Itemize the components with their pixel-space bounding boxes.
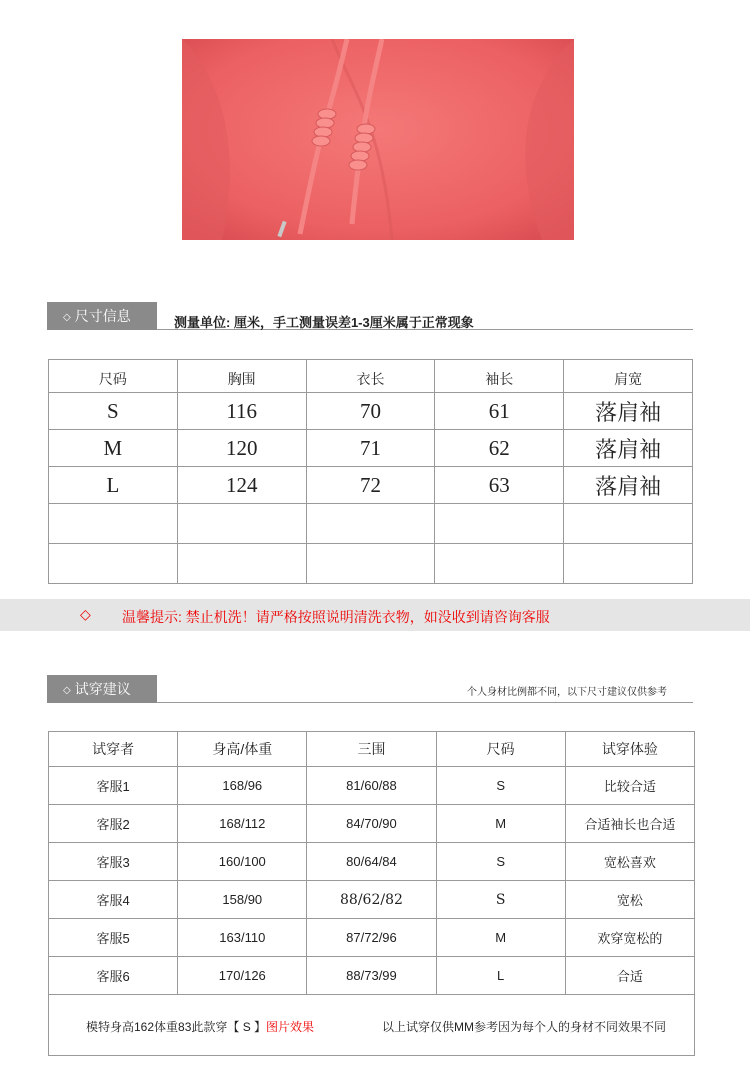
table-row (49, 393, 693, 430)
table-header-row (49, 732, 695, 767)
model-size-text: 模特身高162体重83此款穿【 S 】 (86, 1020, 267, 1034)
table-cell: 落肩袖 (564, 467, 693, 504)
warning-text: 温馨提示: 禁止机洗！请严格按照说明清洗衣物，如没收到请咨询客服 (122, 609, 550, 625)
product-photo (182, 39, 574, 240)
table-cell (49, 504, 178, 544)
col-header: 袖长 (435, 360, 564, 393)
table-header-row (49, 360, 693, 393)
col-header: 尺码 (49, 360, 178, 393)
table-cell: 168/112 (178, 805, 307, 843)
table-cell: 70 (306, 393, 435, 430)
table-cell: 客服3 (49, 843, 178, 881)
table-cell: 63 (435, 467, 564, 504)
table-cell: M (436, 919, 565, 957)
table-cell: 80/64/84 (307, 843, 436, 881)
size-measure-note: 测量单位: 厘米，手工测量误差1-3厘米属于正常现象 (174, 315, 474, 330)
table-cell (177, 504, 306, 544)
table-row-empty (49, 504, 693, 544)
table-cell: 欢穿宽松的 (565, 919, 694, 957)
model-size-note (86, 1018, 314, 1035)
diamond-icon: ◇ (63, 685, 71, 696)
diamond-icon: ◇ (63, 312, 71, 323)
table-cell (435, 544, 564, 584)
try-section-tab (47, 675, 157, 703)
table-cell: 72 (306, 467, 435, 504)
table-cell: M (49, 430, 178, 467)
try-section-title: 试穿建议 (74, 681, 131, 697)
table-cell: L (436, 957, 565, 995)
table-row (49, 467, 693, 504)
table-cell: 160/100 (178, 843, 307, 881)
table-cell: 合适 (565, 957, 694, 995)
table-cell: 158/90 (178, 881, 307, 919)
size-table (48, 359, 693, 584)
table-cell: 81/60/88 (307, 767, 436, 805)
table-cell: 客服5 (49, 919, 178, 957)
col-header: 身高/体重 (178, 732, 307, 767)
table-cell: 116 (177, 393, 306, 430)
table-row (49, 843, 695, 881)
col-header: 三围 (307, 732, 436, 767)
col-header: 衣长 (306, 360, 435, 393)
table-cell (49, 544, 178, 584)
table-cell: 84/70/90 (307, 805, 436, 843)
col-header: 尺码 (436, 732, 565, 767)
table-cell: S (436, 881, 565, 919)
table-cell (564, 504, 693, 544)
diamond-outline-icon: ◇ (80, 606, 91, 622)
table-cell: 88/62/82 (307, 881, 436, 919)
col-header: 肩宽 (564, 360, 693, 393)
table-cell: 客服6 (49, 957, 178, 995)
table-row (49, 881, 695, 919)
col-header: 试穿体验 (565, 732, 694, 767)
table-cell (177, 544, 306, 584)
table-cell (435, 504, 564, 544)
table-cell (306, 544, 435, 584)
table-cell: 71 (306, 430, 435, 467)
table-cell: M (436, 805, 565, 843)
table-cell: 落肩袖 (564, 393, 693, 430)
size-section-title: 尺寸信息 (74, 308, 131, 324)
table-cell: S (436, 843, 565, 881)
table-cell: S (49, 393, 178, 430)
table-cell: 比较合适 (565, 767, 694, 805)
col-header: 胸围 (177, 360, 306, 393)
section-divider (157, 702, 693, 703)
table-cell (306, 504, 435, 544)
photo-effect-label: 图片效果 (266, 1020, 315, 1034)
table-cell: 170/126 (178, 957, 307, 995)
table-cell: 客服4 (49, 881, 178, 919)
table-cell: 客服2 (49, 805, 178, 843)
col-header: 试穿者 (49, 732, 178, 767)
table-cell: 120 (177, 430, 306, 467)
table-row-empty (49, 544, 693, 584)
table-cell: 88/73/99 (307, 957, 436, 995)
table-row (49, 919, 695, 957)
disclaimer-text: 以上试穿仅供MM参考因为每个人的身材不同效果不同 (382, 1020, 666, 1034)
table-cell: 宽松喜欢 (565, 843, 694, 881)
table-cell: L (49, 467, 178, 504)
table-cell: 163/110 (178, 919, 307, 957)
table-cell: 124 (177, 467, 306, 504)
table-cell: 61 (435, 393, 564, 430)
warning-bar (0, 599, 750, 631)
table-cell: 62 (435, 430, 564, 467)
table-cell (564, 544, 693, 584)
table-cell: 宽松 (565, 881, 694, 919)
try-section-note: 个人身材比例都不同，以下尺寸建议仅供参考 (467, 687, 667, 698)
table-cell: 87/72/96 (307, 919, 436, 957)
table-row (49, 805, 695, 843)
table-cell: 合适袖长也合适 (565, 805, 694, 843)
table-cell: 168/96 (178, 767, 307, 805)
table-cell: S (436, 767, 565, 805)
table-row (49, 957, 695, 995)
table-cell: 客服1 (49, 767, 178, 805)
table-row (49, 767, 695, 805)
table-cell: 落肩袖 (564, 430, 693, 467)
size-section-tab (47, 302, 157, 330)
try-table (48, 731, 695, 1056)
table-row (49, 430, 693, 467)
